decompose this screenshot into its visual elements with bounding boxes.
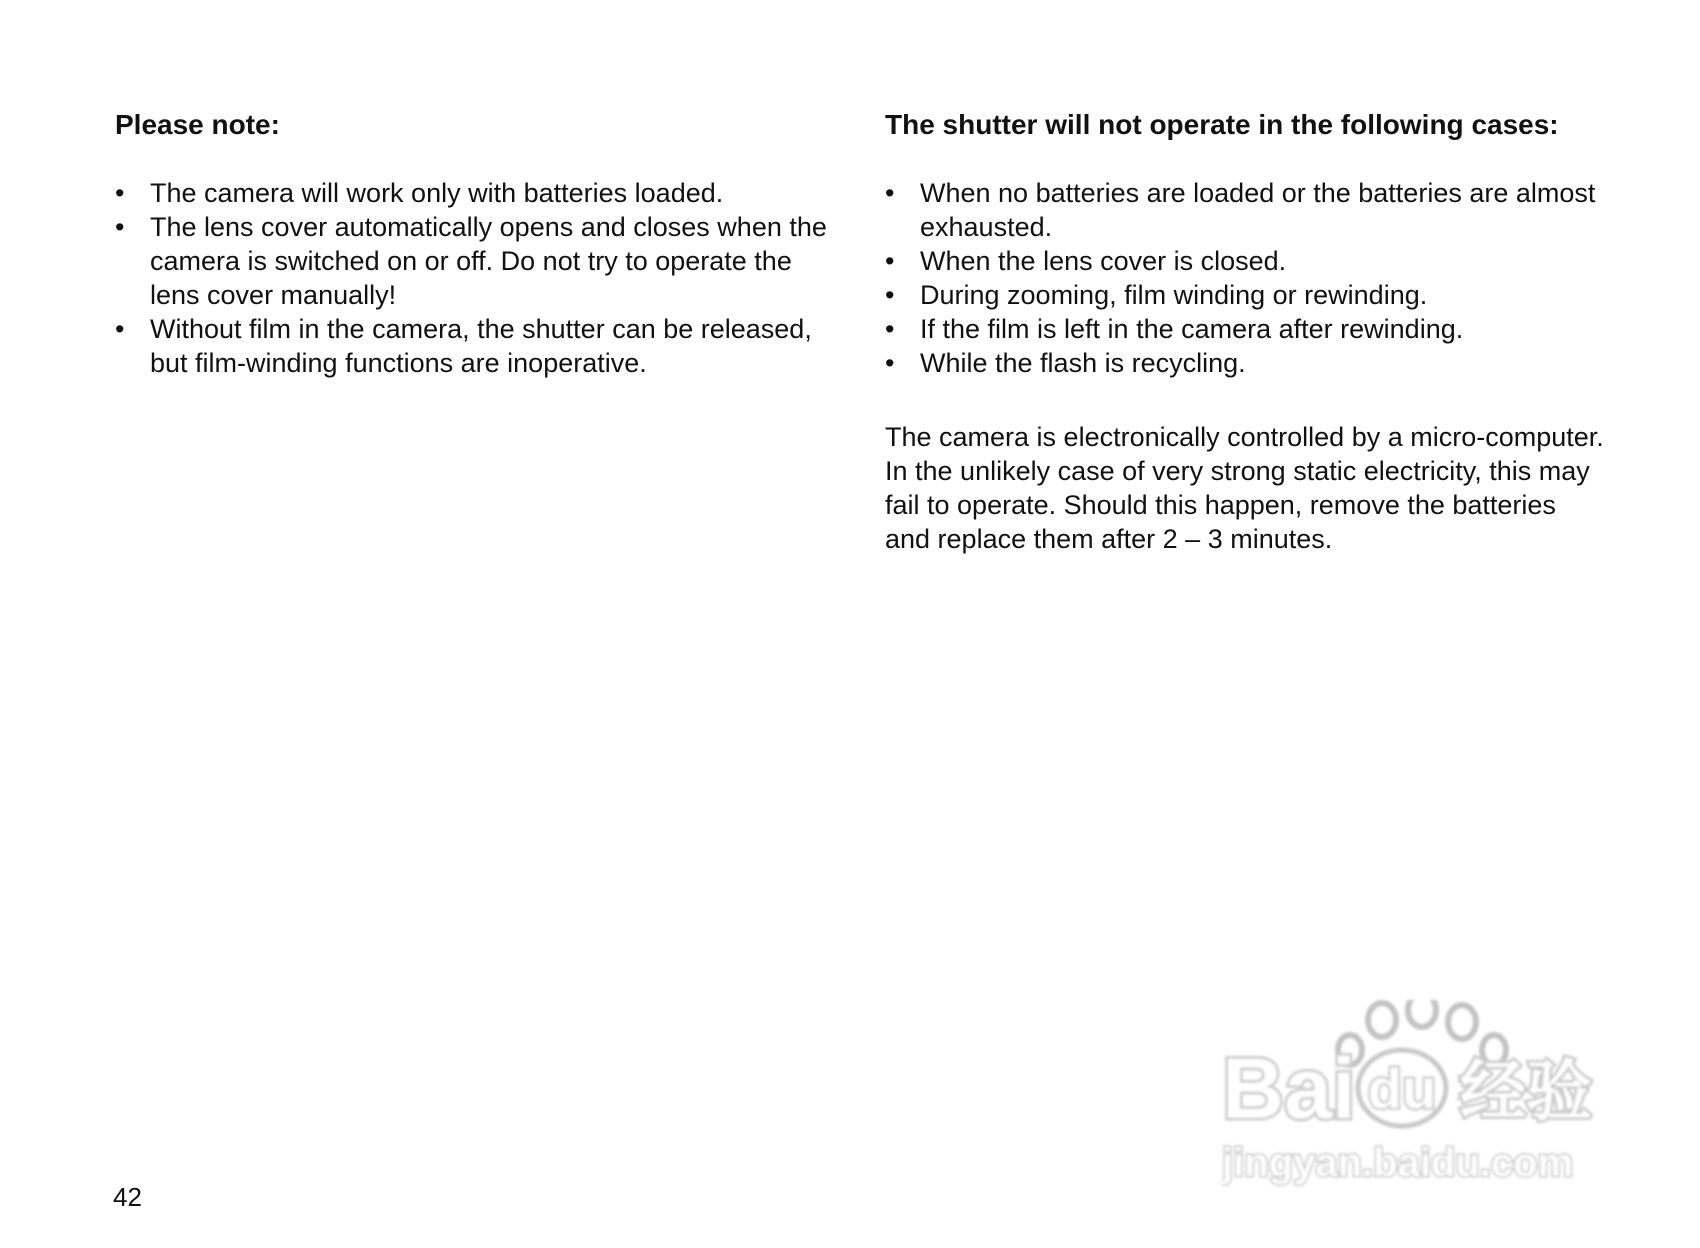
left-bullet-list <box>115 176 835 380</box>
list-item: • During zooming, film winding or rewinding. <box>885 280 1428 310</box>
bullet-icon: • <box>115 212 125 242</box>
bullet-icon: • <box>115 178 125 208</box>
list-item: • If the film is left in the camera after rewinding. <box>885 314 1464 344</box>
microcomputer-paragraph: The camera is electronically controlled by a micro-computer. In the unlikely case of very strong static electricity, this may fail to operate. Should this happen, remove the batteries and replace them after 2 – 3 minutes. <box>885 422 1604 554</box>
list-item: • When the lens cover is closed. <box>885 246 1287 276</box>
bullet-icon: • <box>885 178 895 208</box>
list-item: • When no batteries are loaded or the batteries are almost exhausted. <box>885 178 1596 242</box>
bullet-icon: • <box>885 246 895 276</box>
left-column <box>115 108 835 380</box>
bullet-icon: • <box>115 314 125 344</box>
left-heading: Please note: <box>115 109 280 140</box>
right-column <box>885 108 1605 556</box>
baidu-watermark <box>1222 1000 1622 1200</box>
list-item: • The camera will work only with batteries loaded. <box>115 178 724 208</box>
list-item: • The lens cover automatically opens and closes when the camera is switched on or off. Do not try to operate the lens cover manually! <box>115 212 827 310</box>
watermark-brand-du: du <box>1367 1057 1437 1120</box>
watermark-brand: Bai <box>1222 1041 1356 1137</box>
bullet-icon: • <box>885 314 895 344</box>
list-item: • Without film in the camera, the shutter can be released, but film-winding functions are inoperative. <box>115 314 812 378</box>
right-bullet-list <box>885 176 1605 380</box>
right-heading: The shutter will not operate in the following cases: <box>885 109 1559 140</box>
bullet-icon: • <box>885 348 895 378</box>
bullet-icon: • <box>885 280 895 310</box>
page-number: 42 <box>113 1182 142 1212</box>
list-item: • While the flash is recycling. <box>885 348 1246 378</box>
watermark-url: jingyan.baidu.com <box>1222 1141 1574 1185</box>
watermark-cn: 经验 <box>1460 1053 1592 1130</box>
